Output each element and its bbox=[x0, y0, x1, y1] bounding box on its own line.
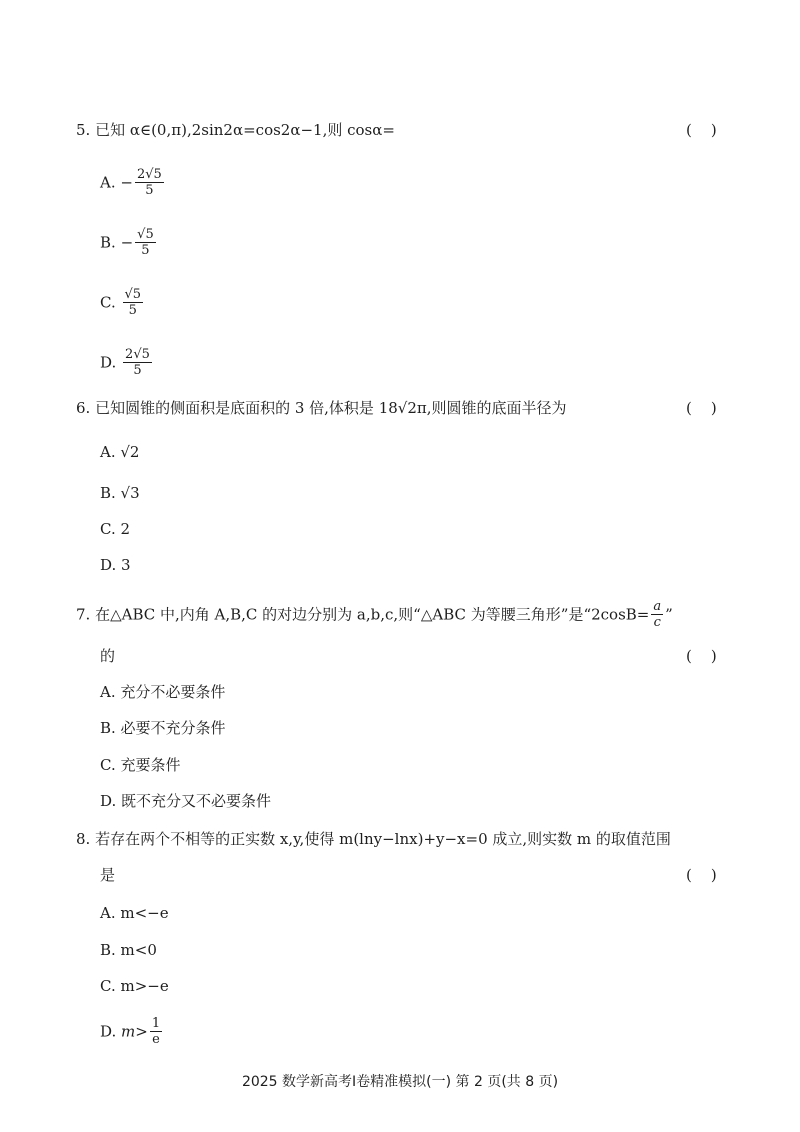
q5-option-d bbox=[100, 348, 154, 379]
q8-option-d bbox=[100, 1017, 164, 1048]
numerator: 2√5 bbox=[136, 167, 162, 182]
denominator: 5 bbox=[128, 303, 137, 318]
q5-stem: 5. 已知 α∈(0,π),2sin2α=cos2α−1,则 cosα= bbox=[76, 121, 395, 139]
closing-quote: ” bbox=[665, 605, 673, 624]
option-label: D. bbox=[100, 1022, 117, 1041]
q6-option-b: B. √3 bbox=[100, 484, 140, 502]
page-footer: 2025 数学新高考Ⅰ卷精准模拟(一) 第 2 页(共 8 页) bbox=[241, 1074, 559, 1090]
q6-option-c: C. 2 bbox=[100, 520, 131, 538]
q8-stem: 8. 若存在两个不相等的正实数 x,y,使得 m(lny−lnx)+y−x=0 成立,则实数 m 的取值范围 bbox=[76, 830, 671, 848]
q7-stem bbox=[76, 600, 673, 631]
q8-option-b: B. m<0 bbox=[100, 941, 157, 959]
q8-option-a: A. m<−e bbox=[100, 904, 169, 922]
fraction bbox=[135, 167, 164, 198]
inequality-lhs: m> bbox=[121, 1022, 148, 1041]
fraction bbox=[123, 347, 152, 378]
q6-stem: 6. 已知圆锥的侧面积是底面积的 3 倍,体积是 18√2π,则圆锥的底面半径为 bbox=[76, 399, 567, 417]
numerator: 1 bbox=[151, 1016, 161, 1031]
fraction bbox=[123, 287, 144, 318]
numerator: √5 bbox=[137, 227, 154, 242]
option-label: D. bbox=[100, 353, 117, 372]
q8-option-c: C. m>−e bbox=[100, 977, 169, 995]
fraction bbox=[135, 227, 156, 258]
q8-answer-paren: ( ) bbox=[686, 866, 717, 884]
q6-option-d: D. 3 bbox=[100, 556, 131, 574]
q5-option-b bbox=[100, 228, 158, 259]
denominator: 5 bbox=[133, 363, 142, 378]
q6-answer-paren: ( ) bbox=[686, 399, 717, 417]
q7-option-d: D. 既不充分又不必要条件 bbox=[100, 792, 272, 810]
q5-answer-paren: ( ) bbox=[686, 121, 717, 139]
q5-option-a bbox=[100, 168, 166, 199]
numerator: √5 bbox=[124, 287, 142, 302]
fraction bbox=[150, 1016, 162, 1047]
q6-option-a: A. √2 bbox=[100, 443, 140, 461]
q7-option-b: B. 必要不充分条件 bbox=[100, 719, 226, 737]
denominator: c bbox=[653, 615, 661, 630]
numerator: 2√5 bbox=[125, 347, 150, 362]
fraction-a-over-c bbox=[651, 599, 663, 630]
sign: − bbox=[120, 233, 134, 252]
q7-stem-text: 7. 在△ABC 中,内角 A,B,C 的对边分别为 a,b,c,则“△ABC 为等腰三角形”是“2cosB= bbox=[76, 605, 650, 624]
q7-stem-continuation: 的 bbox=[100, 647, 116, 665]
q7-option-c: C. 充要条件 bbox=[100, 756, 181, 774]
denominator: e bbox=[152, 1032, 160, 1047]
q7-option-a: A. 充分不必要条件 bbox=[100, 683, 226, 701]
numerator: a bbox=[653, 599, 662, 614]
denominator: 5 bbox=[145, 183, 154, 198]
q8-stem-continuation: 是 bbox=[100, 866, 116, 884]
q7-answer-paren: ( ) bbox=[686, 647, 717, 665]
option-label: B. bbox=[100, 233, 116, 252]
option-label: C. bbox=[100, 293, 116, 312]
denominator: 5 bbox=[141, 243, 150, 258]
q5-option-c bbox=[100, 288, 145, 319]
sign: − bbox=[120, 173, 133, 192]
option-label: A. bbox=[100, 173, 116, 192]
